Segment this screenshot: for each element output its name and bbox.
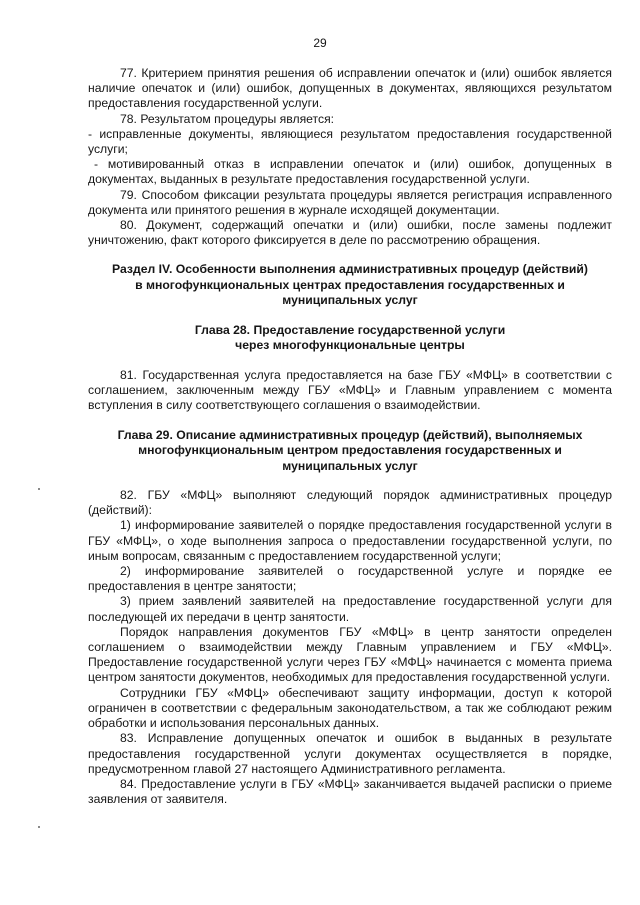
section-heading-line: муниципальных услуг <box>282 293 418 308</box>
list-item-refusal: - мотивированный отказ в исправлении опечаток и (или) ошибок, допущенных в документах, выданных в результате предоставления государственной услуги. <box>88 157 612 187</box>
paragraph-80: 80. Документ, содержащий опечатки и (или) ошибки, после замены подлежит уничтожению, факт которого фиксируется в деле по рассмотрению обращения. <box>88 218 612 248</box>
paragraph-82: 82. ГБУ «МФЦ» выполняют следующий порядок административных процедур (действий): <box>88 488 612 518</box>
paragraph-document-procedure: Порядок направления документов ГБУ «МФЦ» в центр занятости определен соглашением о взаимодействии между Главным управлением и ГБУ «МФЦ». Предоставление государственной услуги через ГБУ «МФЦ» начинается с момента приема центром занятости документов, необходимых для предоставления государственной услуги. <box>88 624 612 685</box>
chapter-heading-line: муниципальных услуг <box>282 458 418 473</box>
paragraph-83: 83. Исправление допущенных опечаток и ошибок в выданных в результате предоставления государственной услуги документах осуществляется в порядке, предусмотренном главой 27 настоящего Административного регламента. <box>88 731 612 776</box>
document-body <box>88 66 612 807</box>
paragraph-84: 84. Предоставление услуги в ГБУ «МФЦ» заканчивается выдачей расписки о приеме заявления от заявителя. <box>88 776 612 807</box>
chapter-heading-line: через многофункциональные центры <box>235 338 465 353</box>
chapter-29-heading <box>88 428 612 475</box>
chapter-heading-line: Глава 28. Предоставление государственной услуги <box>194 322 506 337</box>
list-item-1: 1) информирование заявителей о порядке предоставления государственной услуги в ГБУ «МФЦ», о ходе выполнения запроса о предоставлении государственной услуги, по иным вопросам, связанным с предоставлением государственной услуги; <box>88 518 612 563</box>
paragraph-78: 78. Результатом процедуры является: <box>120 111 335 126</box>
list-item-2: 2) информирование заявителей о государственной услуге и порядке ее предоставления в центре занятости; <box>88 564 612 594</box>
page-number: 29 <box>313 36 327 50</box>
chapter-heading-line: Глава 29. Описание административных процедур (действий), выполняемых <box>117 427 583 442</box>
section-heading <box>88 262 612 309</box>
paragraph-data-protection: Сотрудники ГБУ «МФЦ» обеспечивают защиту информации, доступ к которой ограничен в соответствии с федеральным законодательством, а так же соблюдают режим обработки и использования персональных данных. <box>88 685 612 731</box>
list-item-3: 3) прием заявлений заявителей на предоставление государственной услуги для последующей их передачи в центр занятости. <box>88 594 612 624</box>
chapter-heading-line: многофункциональным центром предоставления государственных и <box>138 443 562 458</box>
paragraph-77: 77. Критерием принятия решения об исправлении опечаток и (или) ошибок является наличие опечаток и (или) ошибок, допущенных в документах, являющихся результатом предоставления государственной услуги. <box>88 66 612 111</box>
paragraph-79: 79. Способом фиксации результата процедуры является регистрация исправленного документа или принятого решения в журнале исходящей документации. <box>88 187 612 217</box>
section-heading-line: Раздел IV. Особенности выполнения административных процедур (действий) <box>112 262 588 277</box>
margin-mark <box>38 826 40 828</box>
chapter-28-heading <box>88 323 612 354</box>
margin-mark <box>38 488 40 490</box>
list-item-corrected-documents: - исправленные документы, являющиеся результатом предоставления государственной услуги; <box>88 126 612 157</box>
section-heading-line: в многофункциональных центрах предоставления государственных и <box>135 277 565 292</box>
paragraph-81: 81. Государственная услуга предоставляется на базе ГБУ «МФЦ» в соответствии с соглашением, заключенным между ГБУ «МФЦ» и Главным управлением с момента вступления в силу соответствующего соглашения о взаимодействии. <box>88 367 612 413</box>
